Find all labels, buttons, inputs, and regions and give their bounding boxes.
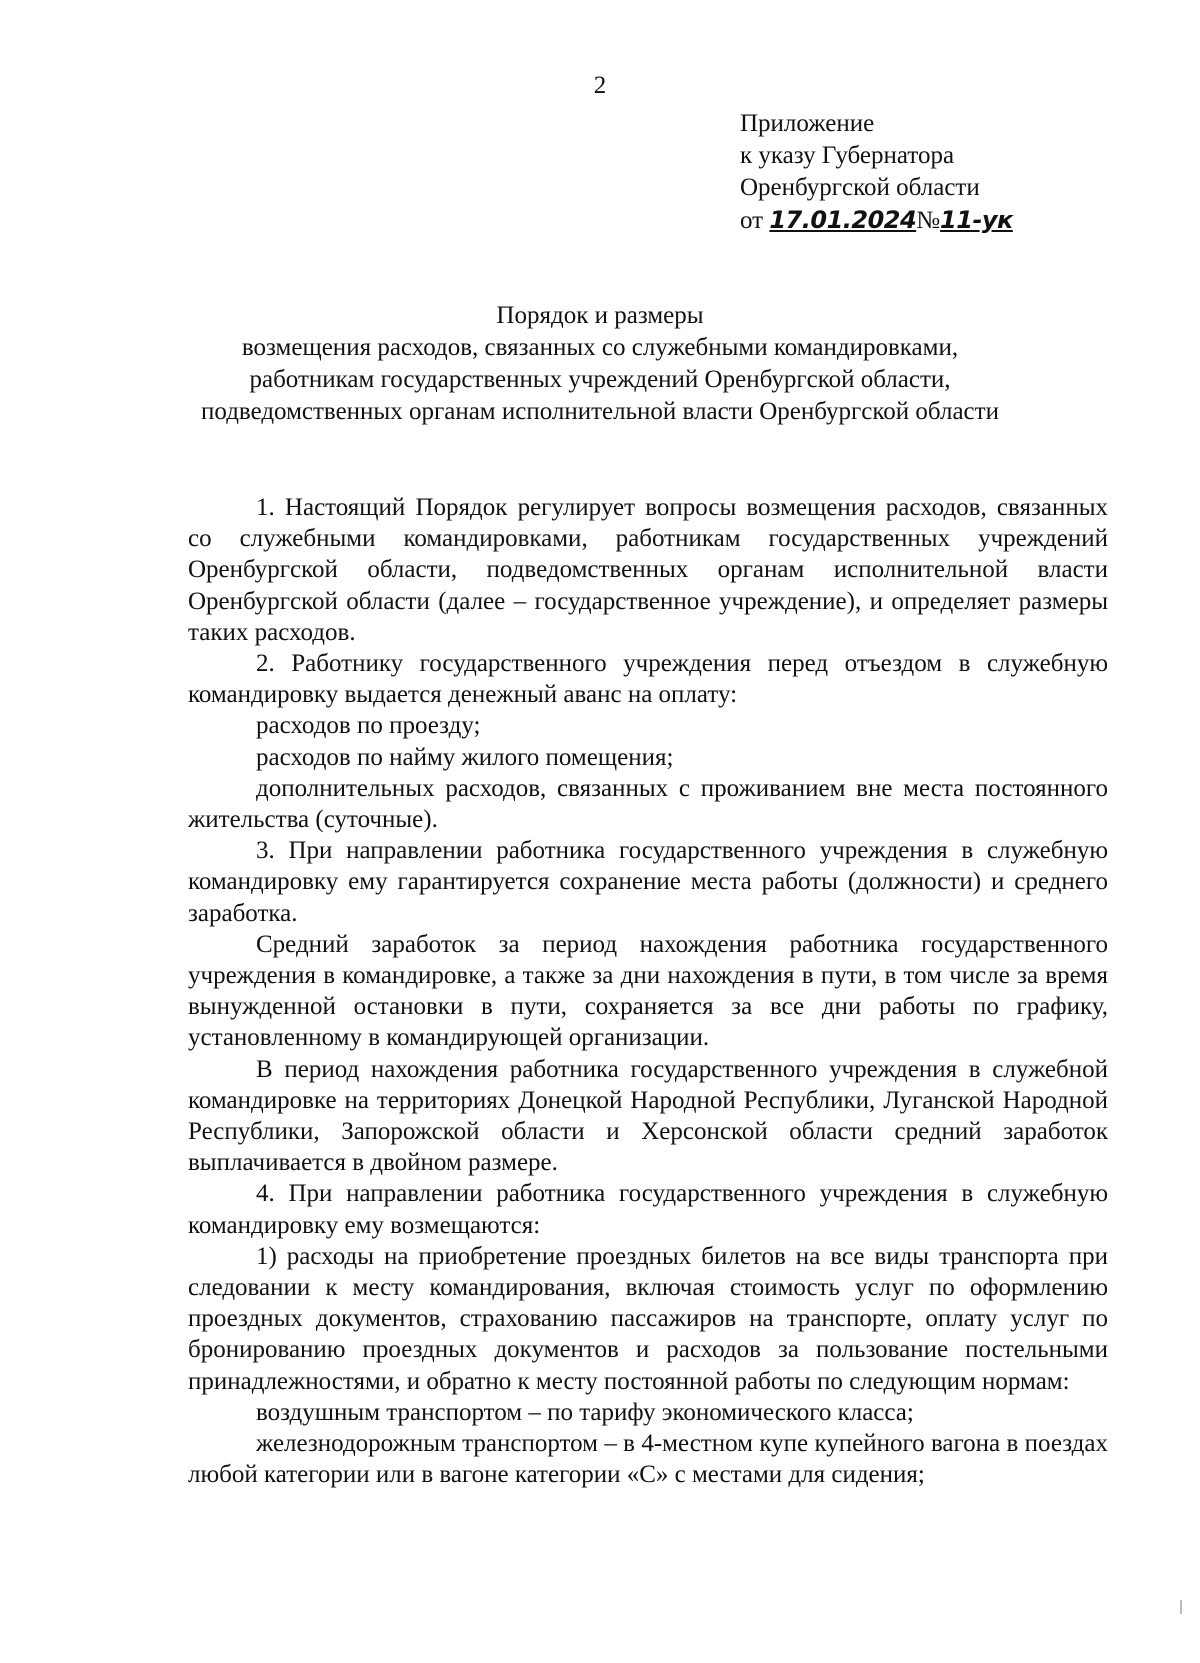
appendix-date-line <box>740 204 1013 237</box>
paragraph: 2. Работнику государственного учреждения перед отъездом в служебную командировку выдается денежный аванс на оплату: <box>188 650 1108 709</box>
title-line: работникам государственных учреждений Оренбургской области, <box>249 366 951 393</box>
number-sign: № <box>916 207 941 234</box>
appendix-block <box>740 108 1013 237</box>
paragraph: Средний заработок за период нахождения работника государственного учреждения в командировке, а также за дни нахождения в пути, в том числе за время вынужденной остановки в пути, сохраняется за все дни работы по графику, установленному в командирующей организации. <box>188 930 1108 1052</box>
title-line: Порядок и размеры <box>496 302 704 329</box>
paragraph: дополнительных расходов, связанных с проживанием вне места постоянного жительства (суточные). <box>188 774 1108 834</box>
paragraph: 1) расходы на приобретение проездных билетов на все виды транспорта при следовании к месту командирования, включая стоимость услуг по оформлению проездных документов, страхованию пассажиров на транспорте, оплату услуг по бронированию проездных документов и расходов за пользование постельными принадлежностями, и обратно к месту постоянной работы по следующим нормам: <box>188 1242 1108 1395</box>
paragraph: 1. Настоящий Порядок регулирует вопросы возмещения расходов, связанных со служебными командировками, работникам государственных учреждений Оренбургской области, подведомственных органам исполнительной власти Оренбургской области (далее – государственное учреждение), и определяет размеры таких расходов. <box>188 494 1108 646</box>
date-prefix: от <box>740 207 770 234</box>
page-number: 2 <box>593 72 607 99</box>
handwritten-number: 11-ук <box>940 206 1013 234</box>
paragraph: расходов по проезду; <box>256 712 481 740</box>
appendix-line: к указу Губернатора <box>740 142 955 169</box>
paragraph: 3. При направлении работника государственного учреждения в служебную командировку ему гарантируется сохранение места работы (должности) и среднего заработка. <box>188 837 1108 927</box>
document-body <box>188 492 1108 1491</box>
title-line: возмещения расходов, связанных со служебными командировками, <box>241 334 959 361</box>
paragraph: расходов по найму жилого помещения; <box>256 743 674 771</box>
appendix-line: Приложение <box>740 110 875 137</box>
handwritten-date: 17.01.2024 <box>769 206 917 234</box>
paragraph: В период нахождения работника государственного учреждения в служебной командировке на территориях Донецкой Народной Республики, Луганской Народной Республики, Запорожской области и Херсонской области средний заработок выплачивается в двойном размере. <box>188 1055 1108 1177</box>
appendix-line: Оренбургской области <box>740 174 980 201</box>
document-title <box>150 300 1050 428</box>
title-line: подведомственных органам исполнительной власти Оренбургской области <box>201 398 999 425</box>
paragraph: 4. При направлении работника государственного учреждения в служебную командировку ему возмещаются: <box>188 1180 1108 1239</box>
paragraph: воздушным транспортом – по тарифу экономического класса; <box>256 1398 914 1426</box>
scan-edge-mark <box>1180 1600 1182 1614</box>
paragraph: железнодорожным транспортом – в 4-местном купе купейного вагона в поездах любой категории или в вагоне категории «С» с местами для сидения; <box>188 1430 1108 1489</box>
